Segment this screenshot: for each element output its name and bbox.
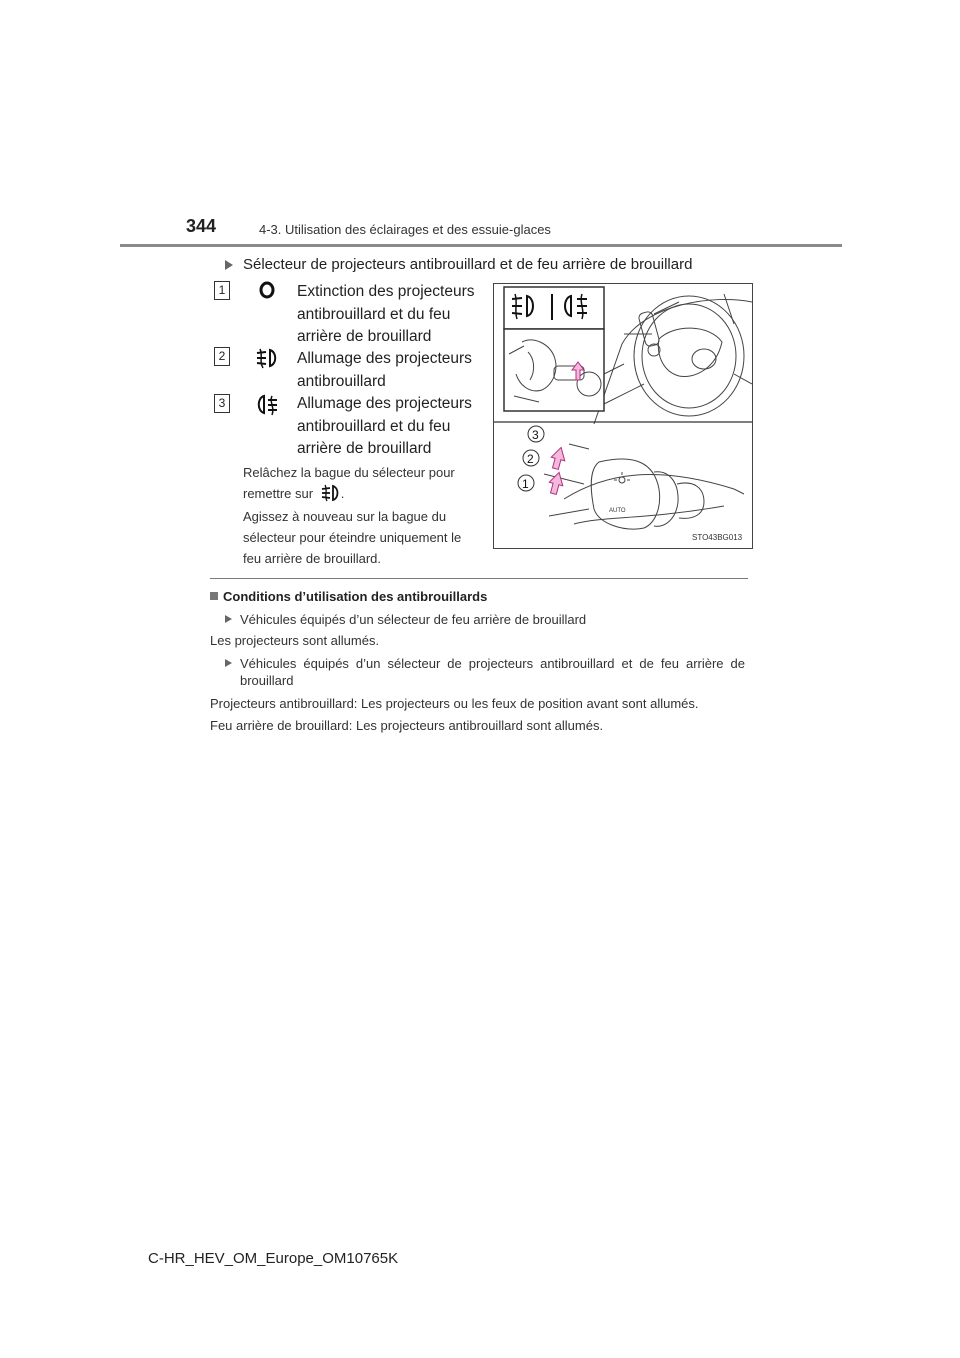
illus-label-3: 3 bbox=[532, 428, 539, 442]
rear-fog-icon bbox=[255, 393, 279, 417]
fog-switch-illustration bbox=[493, 283, 753, 549]
paragraph-front-fog-condition: Projecteurs antibrouillard: Les projecteurs ou les feux de position avant sont allumés. bbox=[210, 696, 699, 711]
item-number-1: 1 bbox=[214, 281, 230, 300]
conditions-heading: Conditions d’utilisation des antibrouillards bbox=[210, 589, 487, 604]
triangle-bullet-icon bbox=[225, 260, 233, 270]
item-2-text: Allumage des projecteurs antibrouillard bbox=[297, 350, 472, 390]
item-number-3: 3 bbox=[214, 394, 230, 413]
triangle-bullet-icon bbox=[225, 615, 232, 623]
note-turn-off-rear: Agissez à nouveau sur la bague du sélecteur pour éteindre uniquement le feu arrière de brouillard. bbox=[243, 509, 462, 566]
triangle-bullet-icon bbox=[225, 659, 232, 667]
item-1-text: Extinction des projecteurs antibrouillard et du feu arrière de brouillard bbox=[297, 283, 475, 345]
square-bullet-icon bbox=[210, 592, 218, 600]
subheading bbox=[225, 256, 692, 273]
paragraph-rear-fog-condition: Feu arrière de brouillard: Les projecteurs antibrouillard sont allumés. bbox=[210, 718, 604, 733]
item-3-text: Allumage des projecteurs antibrouillard et du feu arrière de brouillard bbox=[297, 395, 472, 457]
page-number: 344 bbox=[186, 216, 217, 236]
illustration-drawing bbox=[494, 284, 752, 548]
section-title: 4-3. Utilisation des éclairages et des essuie-glaces bbox=[259, 222, 551, 237]
bullet-front-rear-fog-vehicles: Véhicules équipés d’un sélecteur de projecteurs antibrouillard et de feu arrière de brouillard bbox=[225, 655, 745, 689]
subheading-text: Sélecteur de projecteurs antibrouillard et de feu arrière de brouillard bbox=[243, 256, 693, 273]
header-divider bbox=[120, 244, 842, 247]
front-fog-icon bbox=[255, 347, 279, 369]
note-release-ring: Relâchez la bague du sélecteur pour remettre sur . bbox=[243, 465, 455, 501]
illus-label-2: 2 bbox=[527, 452, 534, 466]
illus-label-1: 1 bbox=[522, 477, 529, 491]
paragraph-headlights-on: Les projecteurs sont allumés. bbox=[210, 633, 380, 648]
section-divider bbox=[210, 578, 748, 579]
bullet-rear-fog-vehicles: Véhicules équipés d’un sélecteur de feu arrière de brouillard bbox=[225, 611, 745, 628]
item-number-2: 2 bbox=[214, 347, 230, 366]
document-footer: C-HR_HEV_OM_Europe_OM10765K bbox=[148, 1250, 399, 1267]
front-fog-icon bbox=[321, 484, 341, 502]
fog-off-icon bbox=[257, 280, 277, 300]
illustration-code: STO43BG013 bbox=[692, 533, 743, 542]
auto-label: AUTO bbox=[609, 508, 626, 514]
